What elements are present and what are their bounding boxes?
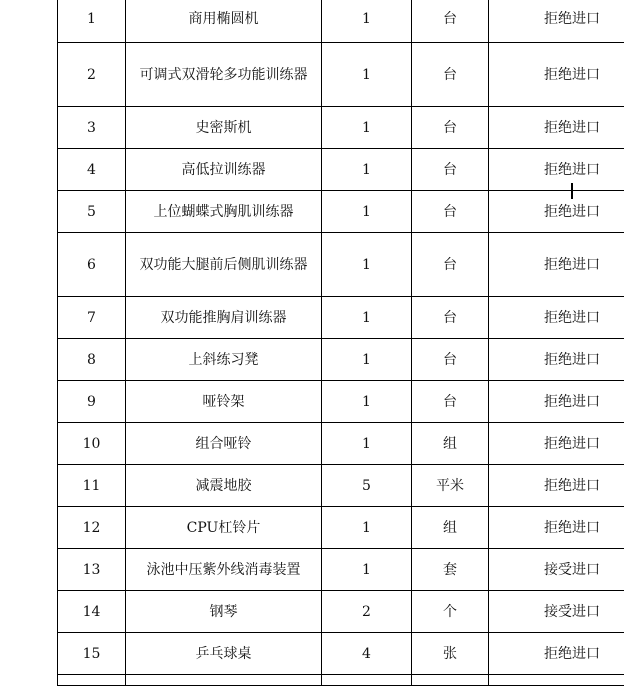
procurement-table bbox=[57, 0, 624, 686]
item-name: 减震地胶 bbox=[126, 465, 322, 507]
item-quantity: 5 bbox=[322, 465, 412, 507]
row-number: 7 bbox=[58, 297, 126, 339]
item-name: 高低拉训练器 bbox=[126, 149, 322, 191]
row-number: 6 bbox=[58, 233, 126, 297]
table-row bbox=[58, 43, 624, 107]
row-number: 5 bbox=[58, 191, 126, 233]
item-quantity: 1 bbox=[322, 381, 412, 423]
item-unit: 台 bbox=[412, 381, 489, 423]
item-quantity: 1 bbox=[322, 191, 412, 233]
item-quantity: 1 bbox=[322, 107, 412, 149]
row-number: 14 bbox=[58, 591, 126, 633]
item-quantity: 1 bbox=[322, 233, 412, 297]
item-unit: 台 bbox=[412, 191, 489, 233]
item-quantity: 1 bbox=[322, 43, 412, 107]
item-name: 钢琴 bbox=[126, 591, 322, 633]
item-name: 泳池中压紫外线消毒装置 bbox=[126, 549, 322, 591]
row-number: 1 bbox=[58, 0, 126, 43]
import-status: 拒绝进口 bbox=[489, 465, 624, 507]
import-status: 拒绝进口 bbox=[489, 233, 624, 297]
item-name: CPU杠铃片 bbox=[126, 507, 322, 549]
item-unit: 台 bbox=[412, 297, 489, 339]
item-name: 乒乓球桌 bbox=[126, 633, 322, 675]
import-status: 拒绝进口 bbox=[489, 381, 624, 423]
table-row bbox=[58, 549, 624, 591]
item-unit: 平米 bbox=[412, 465, 489, 507]
table-row bbox=[58, 0, 624, 43]
import-status: 拒绝进口 bbox=[489, 0, 624, 43]
item-quantity: 4 bbox=[322, 633, 412, 675]
import-status: 拒绝进口 bbox=[489, 423, 624, 465]
item-quantity: 2 bbox=[322, 591, 412, 633]
row-number: 2 bbox=[58, 43, 126, 107]
item-quantity: 1 bbox=[322, 549, 412, 591]
item-quantity: 1 bbox=[322, 297, 412, 339]
text-cursor bbox=[571, 183, 573, 199]
item-unit: 台 bbox=[412, 233, 489, 297]
item-name: 上斜练习凳 bbox=[126, 339, 322, 381]
table-row bbox=[58, 633, 624, 675]
table-row bbox=[58, 191, 624, 233]
row-number: 11 bbox=[58, 465, 126, 507]
table-row bbox=[58, 507, 624, 549]
table-row bbox=[58, 423, 624, 465]
import-status: 拒绝进口 bbox=[489, 633, 624, 675]
item-quantity: 1 bbox=[322, 0, 412, 43]
import-status: 接受进口 bbox=[489, 591, 624, 633]
item-unit: 个 bbox=[412, 591, 489, 633]
row-number: 15 bbox=[58, 633, 126, 675]
table-row-partial bbox=[58, 675, 624, 686]
table-row bbox=[58, 339, 624, 381]
item-name: 双功能大腿前后侧肌训练器 bbox=[126, 233, 322, 297]
item-name: 史密斯机 bbox=[126, 107, 322, 149]
item-name: 哑铃架 bbox=[126, 381, 322, 423]
item-unit: 套 bbox=[412, 549, 489, 591]
item-name: 上位蝴蝶式胸肌训练器 bbox=[126, 191, 322, 233]
row-number: 9 bbox=[58, 381, 126, 423]
item-unit: 台 bbox=[412, 339, 489, 381]
item-unit: 组 bbox=[412, 507, 489, 549]
table-row bbox=[58, 107, 624, 149]
import-status: 拒绝进口 bbox=[489, 149, 624, 191]
table-row bbox=[58, 591, 624, 633]
import-status: 拒绝进口 bbox=[489, 297, 624, 339]
item-name: 组合哑铃 bbox=[126, 423, 322, 465]
row-number: 3 bbox=[58, 107, 126, 149]
import-status: 接受进口 bbox=[489, 549, 624, 591]
item-unit: 台 bbox=[412, 107, 489, 149]
import-status: 拒绝进口 bbox=[489, 191, 624, 233]
table-row bbox=[58, 381, 624, 423]
row-number: 8 bbox=[58, 339, 126, 381]
row-number: 4 bbox=[58, 149, 126, 191]
item-quantity: 1 bbox=[322, 423, 412, 465]
table-row bbox=[58, 233, 624, 297]
item-quantity: 1 bbox=[322, 149, 412, 191]
item-unit: 组 bbox=[412, 423, 489, 465]
table-row bbox=[58, 149, 624, 191]
item-name: 商用椭圆机 bbox=[126, 0, 322, 43]
item-name: 可调式双滑轮多功能训练器 bbox=[126, 43, 322, 107]
item-quantity: 1 bbox=[322, 507, 412, 549]
row-number: 12 bbox=[58, 507, 126, 549]
row-number: 10 bbox=[58, 423, 126, 465]
item-unit: 台 bbox=[412, 149, 489, 191]
item-name: 双功能推胸肩训练器 bbox=[126, 297, 322, 339]
import-status: 拒绝进口 bbox=[489, 43, 624, 107]
import-status: 拒绝进口 bbox=[489, 507, 624, 549]
item-unit: 台 bbox=[412, 0, 489, 43]
table-row bbox=[58, 465, 624, 507]
row-number: 13 bbox=[58, 549, 126, 591]
import-status: 拒绝进口 bbox=[489, 107, 624, 149]
table-row bbox=[58, 297, 624, 339]
item-unit: 张 bbox=[412, 633, 489, 675]
import-status: 拒绝进口 bbox=[489, 339, 624, 381]
item-quantity: 1 bbox=[322, 339, 412, 381]
item-unit: 台 bbox=[412, 43, 489, 107]
